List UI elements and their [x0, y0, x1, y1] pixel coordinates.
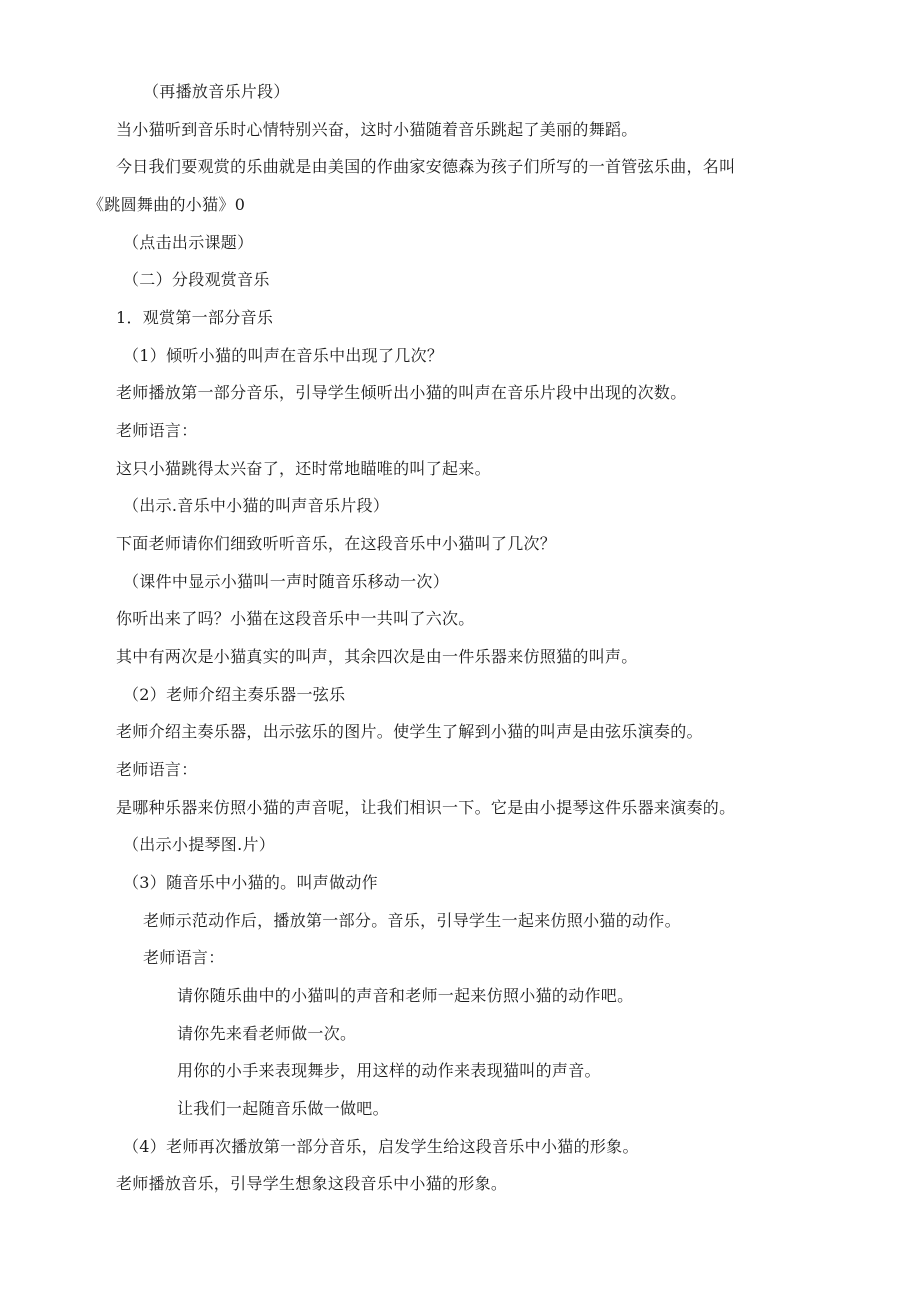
text-line: （出示.音乐中小猫的叫声音乐片段） — [123, 496, 390, 515]
text-line: 请你先来看老师做一次。 — [177, 1024, 357, 1043]
text-line: 老师播放第一部分音乐，引导学生倾听出小猫的叫声在音乐片段中出现的次数。 — [116, 383, 687, 402]
text-line: 老师语言： — [116, 760, 198, 779]
text-line: 让我们一起随音乐做一做吧。 — [177, 1099, 389, 1118]
section-heading: （二）分段观赏音乐 — [123, 270, 270, 289]
text-line: 老师语言： — [143, 948, 225, 967]
text-line: （4）老师再次播放第一部分音乐，启发学生给这段音乐中小猫的形象。 — [123, 1137, 639, 1156]
text-line: 这只小猫跳得太兴奋了，还时常地瞄唯的叫了起来。 — [116, 459, 491, 478]
text-line: 你听出来了吗？小猫在这段音乐中一共叫了六次。 — [116, 609, 475, 628]
text-line: 其中有两次是小猫真实的叫声，其余四次是由一件乐器来仿照猫的叫声。 — [116, 647, 638, 666]
text-line: （3）随音乐中小猫的。叫声做动作 — [123, 873, 378, 892]
text-line: （课件中显示小猫叫一声时随音乐移动一次） — [123, 572, 450, 591]
text-line: 用你的小手来表现舞步，用这样的动作来表现猫叫的声音。 — [177, 1061, 601, 1080]
text-line: 当小猫听到音乐时心情特别兴奋，这时小猫随着音乐跳起了美丽的舞蹈。 — [116, 120, 638, 139]
text-line: 老师示范动作后，播放第一部分。音乐，引导学生一起来仿照小猫的动作。 — [143, 911, 681, 930]
text-line: （1）倾听小猫的叫声在音乐中出现了几次？ — [123, 346, 444, 365]
text-line: 老师介绍主奏乐器，出示弦乐的图片。使学生了解到小猫的叫声是由弦乐演奏的。 — [116, 722, 703, 741]
text-line: （出示小提琴图.片） — [123, 835, 276, 854]
text-line: 老师播放音乐，引导学生想象这段音乐中小猫的形象。 — [116, 1174, 508, 1193]
text-line: （点击出示课题） — [123, 233, 254, 252]
text-line: 《跳圆舞曲的小猫》0 — [88, 195, 246, 214]
subsection-heading: 1．观赏第一部分音乐 — [116, 308, 274, 327]
text-line: （2）老师介绍主奏乐器一弦乐 — [123, 685, 346, 704]
text-line: 请你随乐曲中的小猫叫的声音和老师一起来仿照小猫的动作吧。 — [177, 986, 634, 1005]
text-line: 下面老师请你们细致听听音乐，在这段音乐中小猫叫了几次？ — [116, 534, 557, 553]
text-line: （再播放音乐片段） — [143, 82, 290, 101]
text-line: 是哪种乐器来仿照小猫的声音呢，让我们相识一下。它是由小提琴这件乐器来演奏的。 — [116, 798, 736, 817]
text-line: 老师语言： — [116, 421, 198, 440]
text-line: 今日我们要观赏的乐曲就是由美国的作曲家安德森为孩子们所写的一首管弦乐曲，名叫 — [116, 157, 736, 176]
